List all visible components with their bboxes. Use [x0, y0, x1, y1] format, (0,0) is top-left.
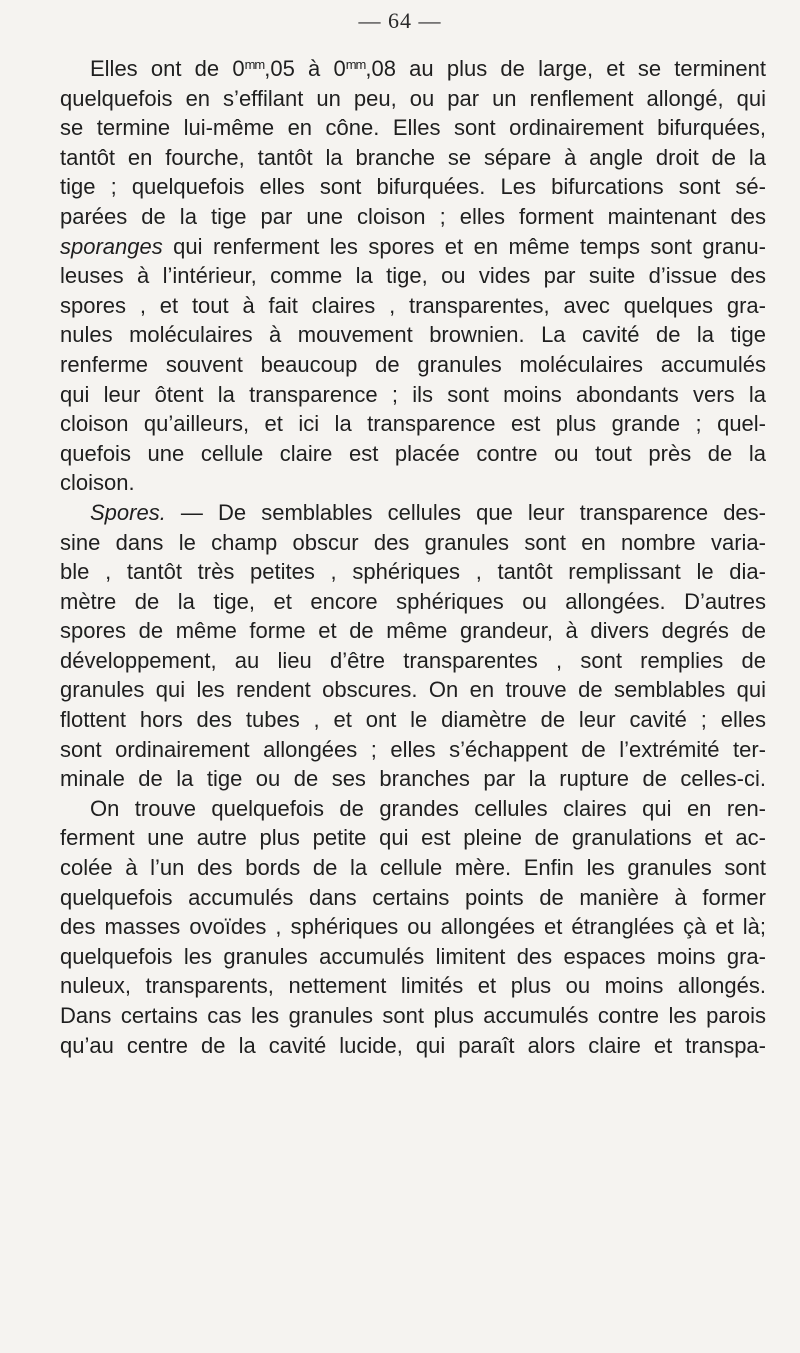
text-line: minale de la tige ou de ses branches par la rupture de celles-ci. — [60, 766, 766, 792]
text-line: cloison qu’ailleurs, et ici la transparence est plus grande ; quel- — [60, 411, 766, 437]
text-line: Dans certains cas les granules sont plus accumulés contre les parois — [60, 1003, 766, 1028]
text-line — [60, 50, 766, 84]
text-line: leuses à l’intérieur, comme la tige, ou vides par suite d’issue des — [60, 263, 766, 289]
italic-heading: Spores. — [90, 499, 166, 525]
text-line: se termine lui-même en cône. Elles sont ordinairement bifurquées, — [60, 115, 766, 141]
text-line: mètre de la tige, et encore sphériques ou allongées. D’autres — [60, 588, 766, 614]
text-line: développement, au lieu d’être transparentes , sont remplies de — [60, 647, 766, 673]
text-line: ble , tantôt très petites , sphériques , tantôt remplissant le dia- — [60, 559, 766, 585]
text-line: des masses ovoïdes , sphériques ou allongées et étranglées çà et là; — [60, 914, 766, 940]
text-line: quelquefois en s’effilant un peu, ou par un renflement allongé, qui — [60, 85, 766, 111]
text-line: ferment une autre plus petite qui est pleine de granulations et ac- — [60, 825, 766, 851]
text-segment: ,08 au plus de large, et se terminent — [365, 56, 767, 81]
unit-superscript: mm — [345, 57, 366, 72]
text-line: spores , et tout à fait claires , transparentes, avec quelques gra- — [60, 292, 766, 318]
text-line — [60, 498, 766, 528]
page-number: — 64 — — [358, 8, 442, 33]
text-line: nules moléculaires à mouvement brownien. La cavité de la tige — [60, 322, 766, 348]
text-line: tige ; quelquefois elles sont bifurquées. Les bifurcations sont sé- — [60, 174, 766, 200]
text-line: qui leur ôtent la transparence ; ils sont moins abondants vers la — [60, 381, 766, 407]
italic-term: sporanges — [60, 233, 163, 259]
text-line: quelquefois les granules accumulés limitent des espaces moins gra- — [60, 943, 766, 969]
text-line: colée à l’un des bords de la cellule mère. Enfin les granules sont — [60, 855, 766, 881]
text-line: tantôt en fourche, tantôt la branche se sépare à angle droit de la — [60, 144, 766, 170]
text-line: flottent hors des tubes , et ont le diamètre de leur cavité ; elles — [60, 707, 766, 733]
text-line — [60, 202, 766, 232]
text-line: nuleux, transparents, nettement limités et plus ou moins allongés. — [60, 973, 766, 999]
text-line — [60, 232, 766, 262]
text-line: sine dans le champ obscur des granules sont en nombre varia- — [60, 529, 766, 555]
text-line: qu’au centre de la cavité lucide, qui paraît alors claire et transpa- — [60, 1032, 766, 1058]
text-line: quelquefois accumulés dans certains points de manière à former — [60, 884, 766, 910]
text-segment: ,05 à 0 — [264, 56, 346, 81]
text-line: granules qui les rendent obscures. On en trouve de semblables qui — [60, 677, 766, 703]
body-text — [60, 50, 766, 1060]
text-line: quefois une cellule claire est placée contre ou tout près de la — [60, 440, 766, 466]
text-segment: qui renferment les spores et en même temps sont granu- — [162, 233, 766, 259]
text-segment: — De semblables cellules que leur transparence des- — [165, 499, 766, 525]
text-line: cloison. — [60, 470, 135, 496]
text-segment: Elles ont de 0 — [90, 56, 245, 81]
text-line: spores de même forme et de même grandeur, à divers degrés de — [60, 618, 766, 644]
text-line: On trouve quelquefois de grandes cellules claires qui en ren- — [90, 795, 766, 821]
text-line: renferme souvent beaucoup de granules moléculaires accumulés — [60, 351, 766, 377]
unit-superscript: mm — [244, 57, 265, 72]
text-segment: parées de la tige par une cloison ; elles forment maintenant des — [60, 203, 766, 229]
text-line: sont ordinairement allongées ; elles s’échappent de l’extrémité ter- — [60, 736, 766, 762]
